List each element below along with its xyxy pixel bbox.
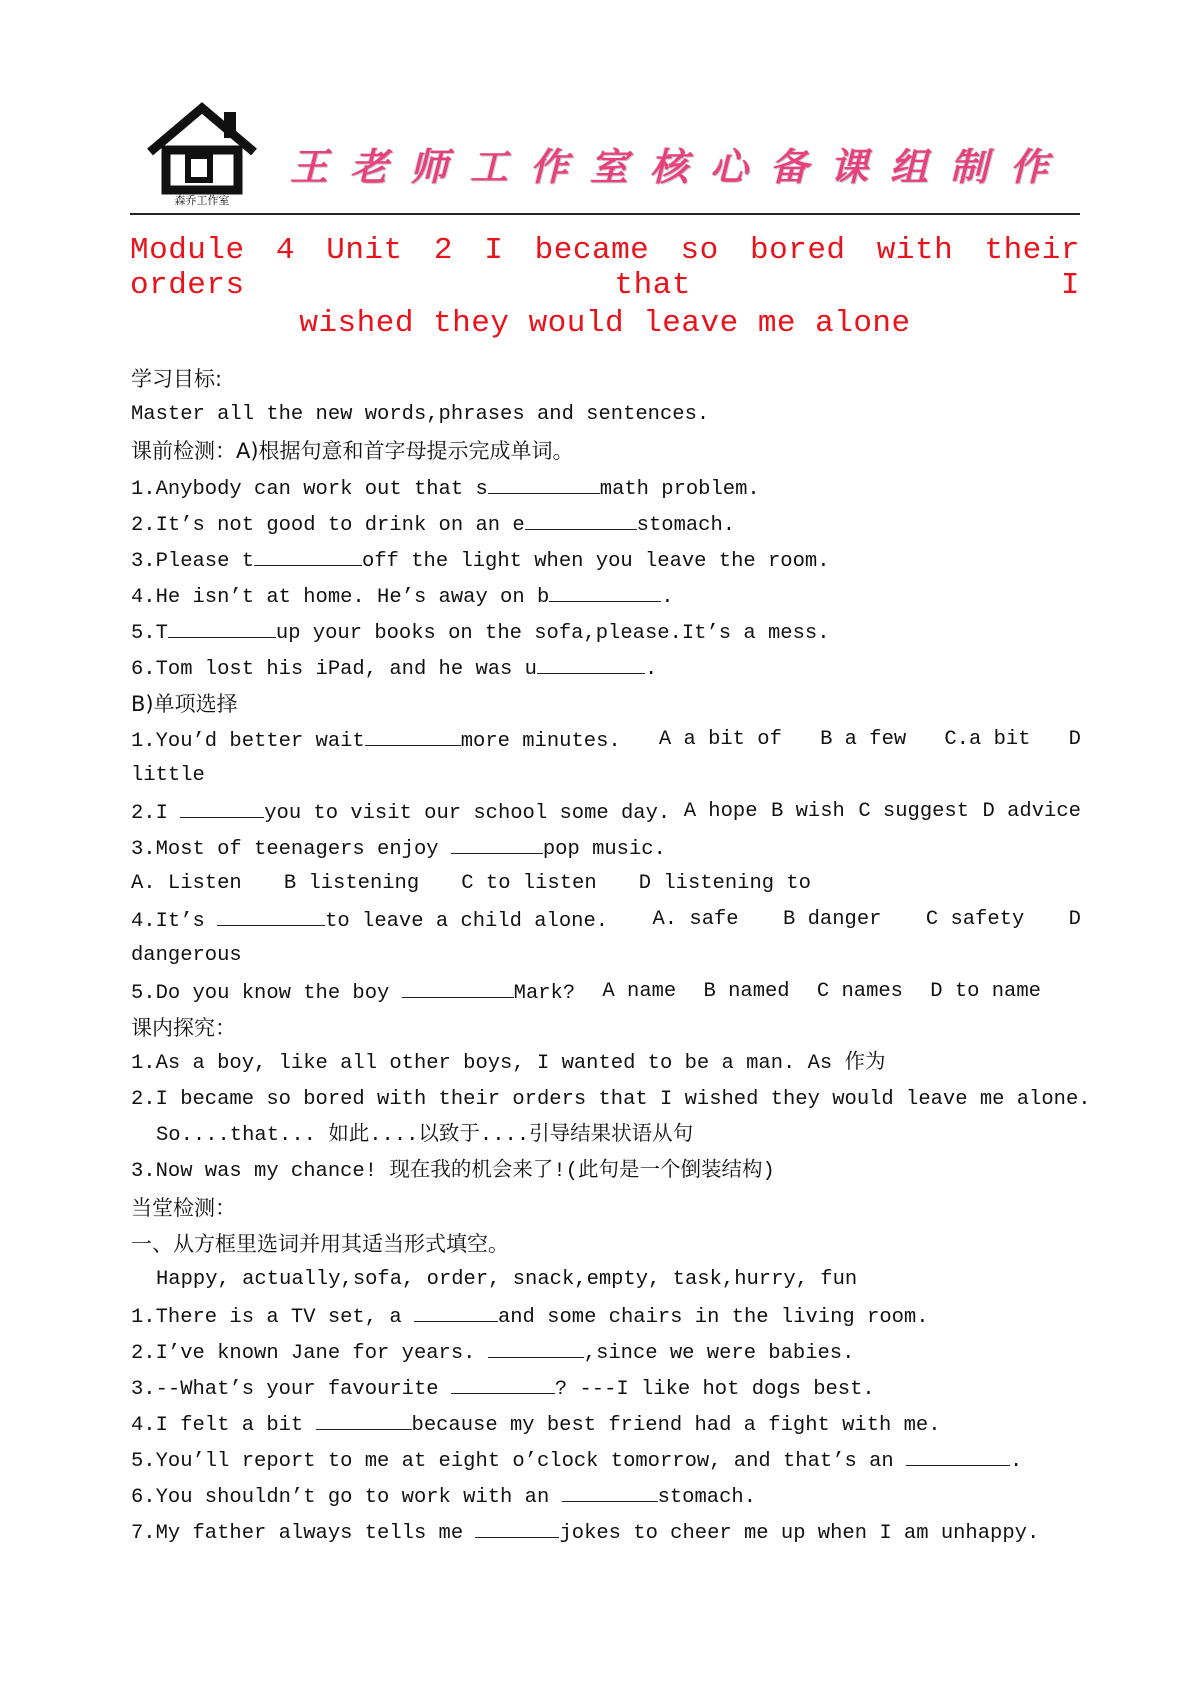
answer-blank[interactable] [180,797,264,818]
part-b-question-5: 5.Do you know the boy Mark? A name B named C names D to name [131,977,1041,1009]
part-a-item-4: 4.He isn’t at home. He’s away on b . [131,581,1081,613]
house-logo-icon [144,100,262,208]
part-b-question-3: 3.Most of teenagers enjoy pop music. [131,833,1081,865]
header-divider [130,213,1080,215]
word-box: Happy, actually,sofa, order, snack,empty, task,hurry, fun [156,1268,858,1291]
fill-in-item-3: 3.--What’s your favourite ? ---I like hot dogs best. [131,1373,1081,1405]
option[interactable]: A name [602,980,677,1003]
answer-blank[interactable] [365,725,461,746]
option[interactable]: B listening [283,872,420,895]
answer-blank[interactable] [475,1517,559,1538]
part-a-item-6: 6.Tom lost his iPad, and he was u . [131,653,1081,685]
fill-in-item-4: 4.I felt a bit because my best friend had a fight with me. [131,1409,1081,1441]
option[interactable]: A. safe [652,908,739,931]
answer-blank[interactable] [254,545,362,566]
option[interactable]: A. Listen [131,872,242,895]
part-b-question-4: 4.It’s to leave a child alone. A. safe B danger C safety D [131,905,1081,937]
option[interactable]: D listening to [638,872,811,895]
answer-blank[interactable] [402,977,514,998]
objectives-text: Master all the new words,phrases and sentences. [131,403,710,426]
answer-blank[interactable] [217,905,325,926]
part-b-question-1-wrap: little [131,764,205,787]
logo-caption: 森乔工作室 [174,194,230,207]
part-a-item-1: 1.Anybody can work out that s math problem. [131,473,1081,505]
answer-blank[interactable] [488,473,600,494]
part-b-question-1: 1.You’d better wait more minutes. A a bit of B a few C.a bit D [131,725,1081,757]
fill-in-item-5: 5.You’ll report to me at eight o’clock tomorrow, and that’s an . [131,1445,1081,1477]
option[interactable]: B named [703,980,790,1003]
part-b-question-4-wrap: dangerous [131,944,242,967]
answer-blank[interactable] [168,617,276,638]
answer-blank[interactable] [451,833,543,854]
answer-blank[interactable] [537,653,645,674]
option[interactable]: B wish [771,800,845,823]
fill-in-item-6: 6.You shouldn’t go to work with an stomach. [131,1481,1081,1513]
title-line-2: wished they would leave me alone [299,306,911,341]
in-class-item-2: 2.I became so bored with their orders that I wished they would leave me alone. [131,1088,1091,1111]
fill-in-item-7: 7.My father always tells me jokes to cheer me up when I am unhappy. [131,1517,1081,1549]
answer-blank[interactable] [906,1445,1010,1466]
test-heading: 当堂检测： [131,1196,236,1220]
option[interactable]: A a bit of [658,728,782,751]
page-header [130,88,1078,210]
objectives-heading: 学习目标: [131,367,223,391]
pre-check-heading: 课前检测：A)根据句意和首字母提示完成单词。 [131,439,574,463]
answer-blank[interactable] [549,581,661,602]
in-class-item-1: 1.As a boy, like all other boys, I wanted to be a man. As 作为 [131,1052,886,1075]
answer-blank[interactable] [488,1337,584,1358]
part-b-question-2: 2.I you to visit our school some day. A hope B wish C suggest D advice [131,797,1081,829]
answer-blank[interactable] [562,1481,658,1502]
answer-blank[interactable] [525,509,637,530]
fill-in-item-1: 1.There is a TV set, a and some chairs in the living room. [131,1301,1081,1333]
option[interactable]: A hope [683,800,758,823]
part-a-item-2: 2.It’s not good to drink on an e stomach. [131,509,1081,541]
option[interactable]: C suggest [858,800,970,823]
part-a-item-5: 5.T up your books on the sofa,please.It’s a mess. [131,617,1081,649]
part-b-question-3-options [131,869,811,899]
option[interactable]: B danger [783,908,882,931]
option[interactable]: C safety [925,908,1025,931]
part-a-item-3: 3.Please t off the light when you leave the room. [131,545,1081,577]
option[interactable]: C.a bit [944,728,1031,751]
option[interactable]: D to name [930,980,1041,1003]
title-line-1: Module 4 Unit 2 I became so bored with their orders that I [130,233,1080,303]
part-b-heading: B)单项选择 [131,692,238,716]
answer-blank[interactable] [451,1373,555,1394]
banner-text: 王老师工作室核心备课组制作 [290,145,1071,189]
fill-in-item-2: 2.I’ve known Jane for years. ,since we were babies. [131,1337,1081,1369]
option[interactable]: D [1068,908,1081,931]
in-class-heading: 课内探究： [131,1016,236,1040]
option[interactable]: D advice [982,800,1081,823]
in-class-item-3: 3.Now was my chance! 现在我的机会来了!(此句是一个倒装结构) [131,1160,775,1183]
option[interactable]: D [1068,728,1081,751]
option[interactable]: C to listen [461,872,597,895]
answer-blank[interactable] [414,1301,498,1322]
test-instruction: 一、从方框里选词并用其适当形式填空。 [131,1232,509,1256]
option[interactable]: B a few [820,728,907,751]
option[interactable]: C names [816,980,903,1003]
in-class-note: So....that... 如此....以致于....引导结果状语从句 [156,1124,694,1147]
answer-blank[interactable] [316,1409,412,1430]
